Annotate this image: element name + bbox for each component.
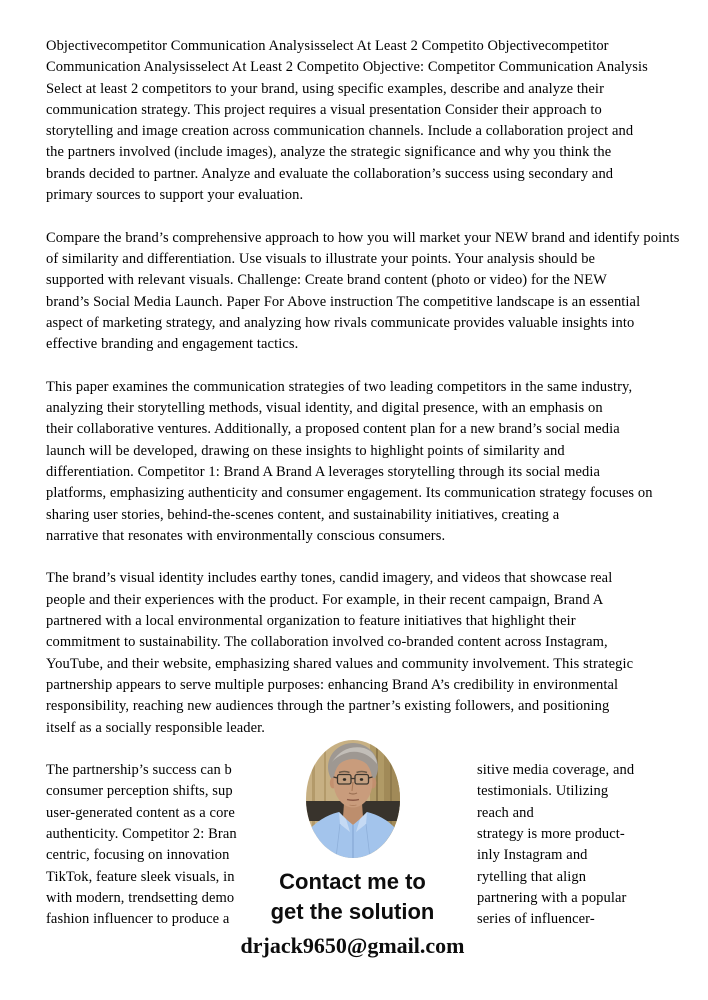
text-line: Compare the brand’s comprehensive approach to how you will market your NEW brand and identify points [46,229,680,246]
text-line: partnered with a local environmental organization to feature initiatives that highlight their [46,613,576,630]
tutor-photo [306,740,400,858]
text-line: partnership appears to serve multiple purposes: enhancing Brand A’s credibility in environmental [46,676,619,693]
text-fragment-left: user-generated content as a core [46,804,235,821]
text-fragment-left: The partnership’s success can b [46,762,232,779]
text-line: responsibility, reaching new audiences through the partner’s existing followers, and positioning [46,698,610,715]
text-line: platforms, emphasizing authenticity and consumer engagement. Its communication strategy focuses on [46,485,653,502]
text-line: brands decided to partner. Analyze and evaluate the collaboration’s success using secondary and [46,165,614,182]
tutor-portrait-image [306,740,400,858]
text-line: effective branding and engagement tactics. [46,336,299,353]
text-fragment-right: partnering with a popular [477,889,627,906]
text-line: This paper examines the communication strategies of two leading competitors in the same industry, [46,378,633,395]
contact-email: drjack9650@gmail.com [240,933,465,958]
text-fragment-right: strategy is more product- [477,825,625,842]
text-fragment-right: reach and [477,804,534,821]
text-line: narrative that resonates with environmentally conscious consumers. [46,527,446,544]
text-fragment-left: TikTok, feature sleek visuals, in [46,868,235,885]
text-line: their collaborative ventures. Additionally, a proposed content plan for a new brand’s social media [46,421,620,438]
text-line: storytelling and image creation across communication channels. Include a collaboration project and [46,123,634,140]
paragraph [46,228,680,356]
text-line: differentiation. Competitor 1: Brand A Brand A leverages storytelling through its social media [46,463,600,480]
contact-text-line1: Contact me to [279,869,426,894]
text-fragment-left: consumer perception shifts, sup [46,783,233,800]
text-fragment-right: inly Instagram and [477,847,588,864]
text-line: of similarity and differentiation. Use visuals to illustrate your points. Your analysis should be [46,250,596,267]
text-line: Communication Analysisselect At Least 2 Competito Objective: Competitor Communication Analysis [46,59,648,76]
text-line: Select at least 2 competitors to your brand, using specific examples, describe and analyze their [46,80,604,97]
text-line: brand’s Social Media Launch. Paper For Above instruction The competitive landscape is an essential [46,293,641,310]
text-line: communication strategy. This project requires a visual presentation Consider their approach to [46,101,602,118]
contact-text-line2: get the solution [270,899,435,924]
text-fragment-right: testimonials. Utilizing [477,783,609,800]
text-line: itself as a socially responsible leader. [46,719,266,736]
text-line: aspect of marketing strategy, and analyzing how rivals communicate provides valuable insights into [46,314,635,331]
text-fragment-left: centric, focusing on innovation [46,847,230,864]
text-line: launch will be developed, drawing on these insights to highlight points of similarity and [46,442,565,459]
text-fragment-right: series of influencer- [477,911,595,928]
text-fragment-left: authenticity. Competitor 2: Bran [46,825,237,842]
paragraph [46,568,672,738]
contact-overlay-card [228,728,477,978]
text-line: people and their experiences with the product. For example, in their recent campaign, Brand A [46,591,604,608]
text-line: sharing user stories, behind-the-scenes content, and sustainability initiatives, creating a [46,506,560,523]
text-fragment-right: rytelling that align [477,868,587,885]
text-line: the partners involved (include images), analyze the strategic significance and why you think the [46,144,612,161]
text-fragment-left: with modern, trendsetting demo [46,889,235,906]
text-line: The brand’s visual identity includes earthy tones, candid imagery, and videos that showcase real [46,570,613,587]
text-fragment-left: fashion influencer to produce a [46,911,230,928]
paragraph [46,36,672,206]
text-line: commitment to sustainability. The collaboration involved co-branded content across Instagram, [46,634,608,651]
text-line: Objectivecompetitor Communication Analysisselect At Least 2 Competito Objectivecompetitor [46,38,609,54]
text-line: YouTube, and their website, emphasizing shared values and community involvement. This strategic [46,655,634,672]
text-line: analyzing their storytelling methods, visual identity, and digital presence, with an emphasis on [46,400,603,417]
text-line: primary sources to support your evaluation. [46,187,304,204]
paragraph [46,377,672,547]
text-fragment-right: sitive media coverage, and [477,762,635,779]
text-line: supported with relevant visuals. Challenge: Create brand content (photo or video) for the NEW [46,272,607,289]
